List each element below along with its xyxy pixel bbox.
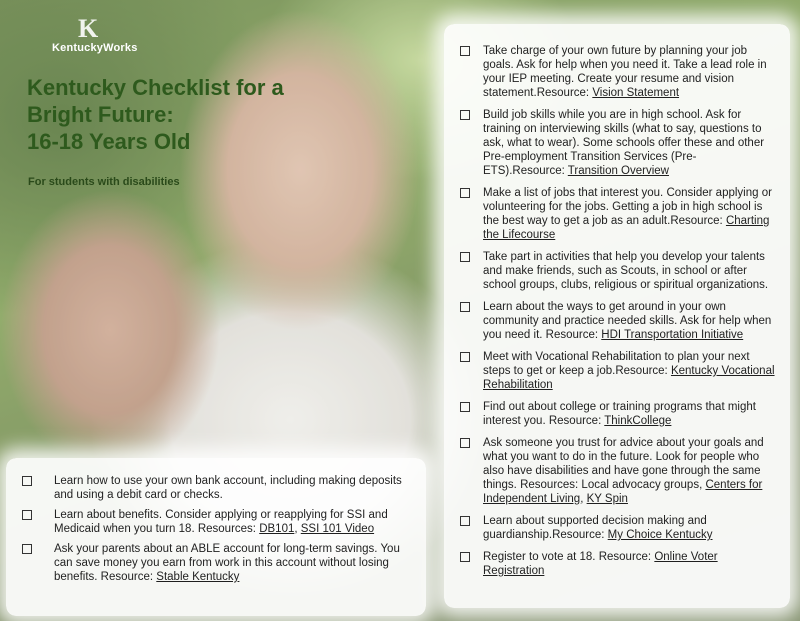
- resource-prefix: Resource:: [545, 415, 605, 427]
- item-text: [483, 44, 778, 100]
- resource-prefix: Resource:: [512, 165, 568, 177]
- item-description: Learn how to use your own bank account, including making deposits and using a debit card or checks.: [54, 475, 402, 501]
- checkbox-icon[interactable]: [22, 476, 32, 486]
- item-text: [483, 550, 778, 578]
- item-text: [483, 350, 778, 392]
- item-description: Register to vote at 18.: [483, 551, 596, 563]
- item-description: Meet with Vocational Rehabilitation to plan your next steps to get or keep a job.: [483, 351, 750, 377]
- checkbox-icon[interactable]: [460, 352, 470, 362]
- page-title: [27, 74, 327, 155]
- item-text: [54, 474, 414, 502]
- checklist-item: [18, 542, 414, 584]
- item-text: [483, 186, 778, 242]
- checkbox-icon[interactable]: [460, 252, 470, 262]
- checkbox-icon[interactable]: [22, 544, 32, 554]
- checklist-panel-left: [6, 458, 426, 616]
- checkbox-icon[interactable]: [460, 110, 470, 120]
- resource-link[interactable]: Kentucky Vocational Rehabilitation: [483, 365, 775, 391]
- checkbox-icon[interactable]: [460, 516, 470, 526]
- checklist-item: [456, 436, 778, 506]
- checkbox-icon[interactable]: [460, 552, 470, 562]
- checklist-item: [456, 108, 778, 178]
- item-description: Ask someone you trust for advice about your goals and what you want to do in the future. Look for people who also have disabilities and have gone through the same things. Resources: Local advocacy groups,: [483, 437, 764, 491]
- item-text: [483, 250, 778, 292]
- resource-link[interactable]: Centers for Independent Living: [483, 479, 763, 505]
- resource-link[interactable]: SSI 101 Video: [300, 523, 375, 535]
- resource-link[interactable]: ThinkCollege: [604, 415, 672, 427]
- item-text: [483, 108, 778, 178]
- checklist-item: [456, 350, 778, 392]
- resource-link[interactable]: DB101: [259, 523, 295, 535]
- resource-prefix: Resource:: [595, 551, 655, 563]
- resource-prefix: Resource:: [615, 365, 671, 377]
- checkbox-icon[interactable]: [460, 402, 470, 412]
- item-text: [483, 300, 778, 342]
- title-line-1: Kentucky Checklist for a: [27, 75, 284, 100]
- checklist-item: [456, 550, 778, 578]
- checklist-item: [456, 44, 778, 100]
- item-description: Make a list of jobs that interest you. Consider applying or volunteering for the jobs. Getting a job in high school is the best way to get a job as an adult.: [483, 187, 772, 227]
- resource-link[interactable]: Stable Kentucky: [156, 571, 240, 583]
- title-line-2: Bright Future:: [27, 102, 174, 127]
- resource-prefix: Resource:: [542, 329, 602, 341]
- kentuckyworks-logo: [52, 16, 138, 54]
- resource-link[interactable]: Charting the Lifecourse: [483, 215, 770, 241]
- resource-prefix: Resource:: [97, 571, 157, 583]
- resource-prefix: Resources:: [194, 523, 260, 535]
- resource-link[interactable]: HDI Transportation Initiative: [601, 329, 744, 341]
- page-subtitle: For students with disabilities: [28, 176, 180, 188]
- checkbox-icon[interactable]: [460, 46, 470, 56]
- item-text: Learn about benefits. Consider applying or reapplying for SSI and Medicaid when you turn 18. Resources: DB101, SSI 101 Video: [54, 509, 388, 535]
- resource-link[interactable]: Online Voter Registration: [483, 551, 718, 577]
- item-description: Learn about the ways to get around in your own community and practice needed skills. Ask for help when you need it.: [483, 301, 772, 341]
- checkbox-icon[interactable]: [460, 438, 470, 448]
- item-description: Learn about benefits. Consider applying or reapplying for SSI and Medicaid when you turn 18.: [54, 509, 388, 535]
- resource-link[interactable]: KY Spin: [586, 493, 628, 505]
- item-text: [54, 542, 414, 584]
- checklist-item: [456, 250, 778, 292]
- item-description: Build job skills while you are in high school. Ask for training on interviewing skills (what to say, questions to ask, what to wear). Some schools offer these and other Pre-employment Transition Services (Pre-ETS).: [483, 109, 765, 177]
- logo-text: KentuckyWorks: [52, 42, 138, 54]
- checklist-item: [456, 514, 778, 542]
- checklist-item: [18, 474, 414, 502]
- checkbox-icon[interactable]: [460, 188, 470, 198]
- checklist-item: [456, 186, 778, 242]
- checklist-item: [456, 300, 778, 342]
- item-text: Ask someone you trust for advice about your goals and what you want to do in the future. Look for people who also have disabilities and have gone through the same things. Resources: Local advocacy groups, Centers for Independent Living, KY Spin: [483, 437, 764, 505]
- resource-prefix: Resource:: [552, 529, 608, 541]
- checklist-item: [18, 508, 414, 536]
- title-line-3: 16-18 Years Old: [27, 129, 191, 154]
- item-description: Take part in activities that help you develop your talents and make friends, such as Scouts, in school or after school groups, clubs, religious or spiritual organizations.: [483, 251, 769, 291]
- checklist-panel-right: [444, 24, 790, 608]
- resource-prefix: Resource:: [536, 87, 593, 99]
- checkbox-icon[interactable]: [22, 510, 32, 520]
- logo-mark: K: [78, 14, 99, 43]
- checkbox-icon[interactable]: [460, 302, 470, 312]
- item-text: [483, 514, 778, 542]
- resource-prefix: Resource:: [670, 215, 726, 227]
- item-description: Take charge of your own future by planning your job goals. Ask for help when you need it. Take a lead role in your IEP meeting. Create your resume and vision statement.: [483, 45, 767, 99]
- item-description: Ask your parents about an ABLE account for long-term savings. You can save money you earn from work in this account without losing benefits.: [54, 543, 400, 583]
- resource-link[interactable]: Transition Overview: [567, 165, 669, 177]
- item-description: Find out about college or training programs that might interest you.: [483, 401, 756, 427]
- item-description: Learn about supported decision making and guardianship.: [483, 515, 707, 541]
- checklist-item: [456, 400, 778, 428]
- resource-link[interactable]: My Choice Kentucky: [607, 529, 713, 541]
- item-text: [483, 400, 778, 428]
- resource-link[interactable]: Vision Statement: [592, 87, 680, 99]
